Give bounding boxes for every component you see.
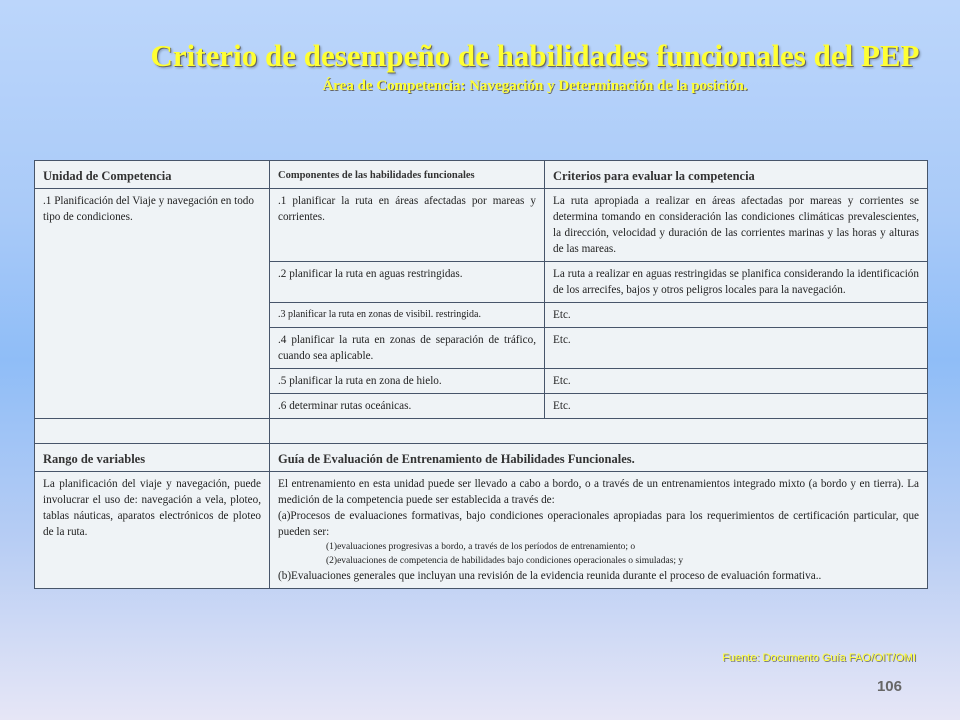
criteria-cell: Etc. (545, 303, 928, 328)
header-range: Rango de variables (35, 444, 270, 472)
guide-intro: El entrenamiento en esta unidad puede ser llevado a cabo a bordo, o a través de un entrenamientos integrado mixto (a bordo y en tierra). La medición de la competencia puede ser establecida a través de: (278, 478, 919, 506)
page-number: 106 (876, 678, 902, 695)
range-cell: La planificación del viaje y navegación, puede involucrar el uso de: navegación a vela, ploteo, tablas náuticas, aparatos electrónicos de ploteo de la ruta. (35, 472, 270, 589)
guide-item-a: (a)Procesos de evaluaciones formativas, bajo condiciones operacionales apropiadas para los requerimientos de certificación particular, que pueden ser: (278, 510, 919, 538)
component-cell: .1 planificar la ruta en áreas afectadas por mareas y corrientes. (270, 189, 545, 262)
guide-cell (270, 472, 928, 589)
guide-item-b: (b)Evaluaciones generales que incluyan una revisión de la evidencia reunida durante el proceso de evaluación formativa.. (278, 570, 822, 582)
table-subheader-row (35, 444, 928, 472)
criteria-cell: Etc. (545, 369, 928, 394)
header-guide: Guía de Evaluación de Entrenamiento de Habilidades Funcionales. (270, 444, 928, 472)
component-cell: .4 planificar la ruta en zonas de separación de tráfico, cuando sea aplicable. (270, 328, 545, 369)
slide-subtitle: Área de Competencia: Navegación y Determinación de la posición. (322, 78, 748, 94)
table-header-row (35, 161, 928, 189)
component-cell: .5 planificar la ruta en zona de hielo. (270, 369, 545, 394)
unit-cell: .1 Planificación del Viaje y navegación en todo tipo de condiciones. (35, 189, 270, 419)
criteria-cell: Etc. (545, 328, 928, 369)
competency-table (34, 160, 928, 589)
guide-subitem-1: (1)evaluaciones progresivas a bordo, a través de los períodos de entrenamiento; o (326, 542, 636, 552)
guide-subitem-2: (2)evaluaciones de competencia de habilidades bajo condiciones operacionales o simuladas; y (326, 556, 684, 566)
criteria-cell: La ruta a realizar en aguas restringidas se planifica considerando la identificación de los arrecifes, bajos y otros peligros locales para la navegación. (545, 262, 928, 303)
component-cell: .6 determinar rutas oceánicas. (270, 394, 545, 419)
empty-cell (35, 419, 270, 444)
component-cell: .3 planificar la ruta en zonas de visibil. restringida. (270, 303, 545, 328)
header-criteria: Criterios para evaluar la competencia (545, 161, 928, 189)
empty-row (35, 419, 928, 444)
component-cell: .2 planificar la ruta en aguas restringidas. (270, 262, 545, 303)
criteria-cell: Etc. (545, 394, 928, 419)
criteria-cell: La ruta apropiada a realizar en áreas afectadas por mareas y corrientes se determina tomando en consideración las condiciones climáticas prevalescientes, la dirección, velocidad y duración de las corrientes marinas y las horas y alturas de las mareas. (545, 189, 928, 262)
header-components: Componentes de las habilidades funcionales (270, 161, 545, 189)
source-note: Fuente: Documento Guía FAO/OIT/OMI (722, 652, 916, 664)
table-row (35, 189, 928, 262)
empty-cell (270, 419, 928, 444)
table-row (35, 472, 928, 589)
header-unit: Unidad de Competencia (35, 161, 270, 189)
slide-title: Criterio de desempeño de habilidades funcionales del PEP (150, 38, 920, 73)
